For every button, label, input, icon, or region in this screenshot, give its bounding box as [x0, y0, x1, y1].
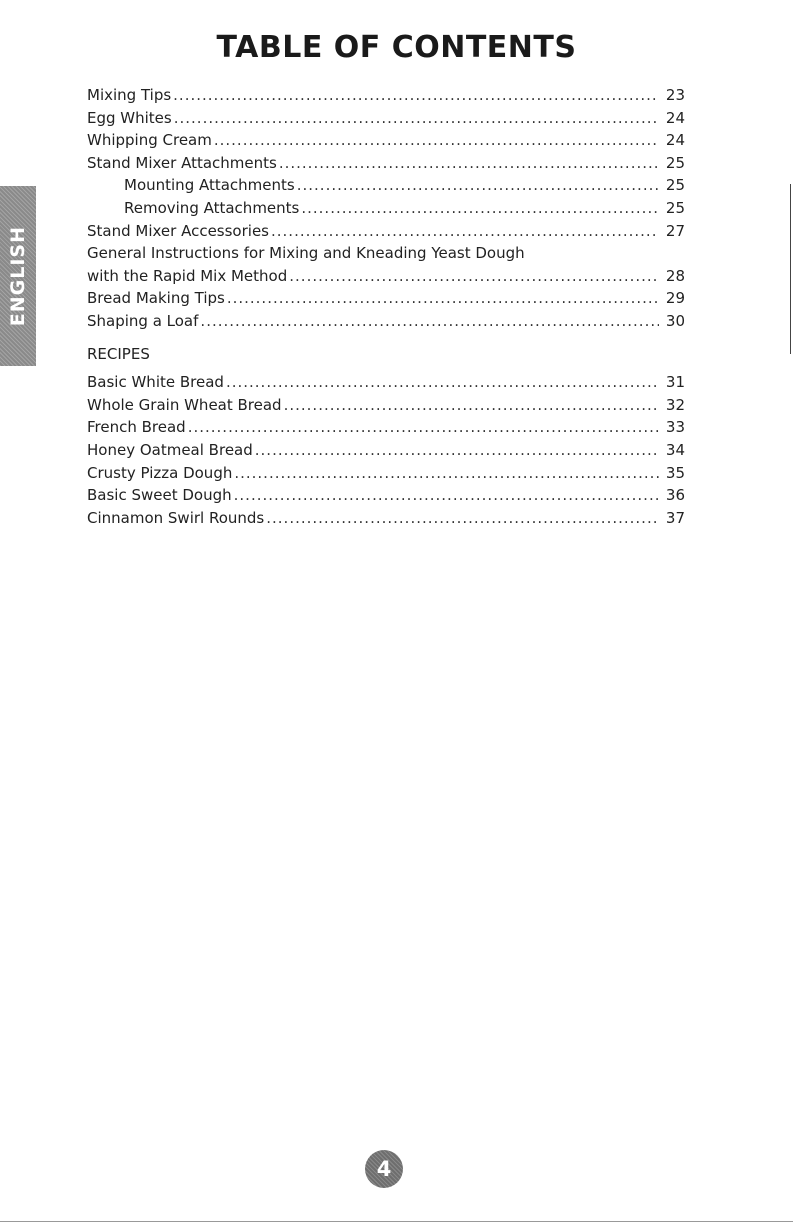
toc-recipe-basic-sweet-dough[interactable] [87, 484, 685, 507]
toc-entry-page: 34 [665, 440, 685, 459]
toc-entry-mounting-attachments[interactable] [87, 174, 685, 197]
toc-entry-page: 27 [665, 221, 685, 240]
toc-entry-page: 30 [665, 311, 685, 330]
toc-entry-label: with the Rapid Mix Method [87, 266, 288, 285]
dot-leader [255, 439, 659, 462]
dot-leader [227, 287, 659, 310]
toc-entry-label: Cinnamon Swirl Rounds [87, 508, 265, 527]
toc-entry-label: Whole Grain Wheat Bread [87, 395, 282, 414]
dot-leader [297, 174, 659, 197]
dot-leader [200, 310, 659, 333]
dot-leader [301, 197, 659, 220]
toc-entry-page: 29 [665, 289, 685, 308]
toc-entry-page: 24 [665, 131, 685, 150]
dot-leader [266, 507, 659, 530]
toc-entry-label: Removing Attachments [124, 198, 300, 217]
toc-recipe-basic-white-bread[interactable] [87, 371, 685, 394]
toc-entry-page: 25 [665, 198, 685, 217]
toc-entry-label: Egg Whites [87, 108, 172, 127]
toc-entry-label: Honey Oatmeal Bread [87, 440, 253, 459]
toc-entry-label: Stand Mixer Accessories [87, 221, 269, 240]
toc-entry-label: French Bread [87, 418, 186, 437]
toc-recipe-french-bread[interactable] [87, 416, 685, 439]
page-number-text: 4 [376, 1157, 392, 1181]
toc-entry-egg-whites[interactable] [87, 107, 685, 130]
toc-entry-page: 33 [665, 418, 685, 437]
dot-leader [226, 371, 659, 394]
table-of-contents [87, 84, 685, 529]
toc-recipe-cinnamon-swirl-rounds[interactable] [87, 507, 685, 530]
toc-entry-label: Shaping a Loaf [87, 311, 199, 330]
toc-recipe-whole-grain-wheat-bread[interactable] [87, 394, 685, 417]
toc-entry-page: 31 [665, 373, 685, 392]
toc-entry-label: Stand Mixer Attachments [87, 153, 277, 172]
page-number-badge [365, 1150, 403, 1188]
dot-leader [173, 84, 659, 107]
toc-entry-label: Basic Sweet Dough [87, 486, 232, 505]
toc-entry-shaping-a-loaf[interactable] [87, 310, 685, 333]
toc-entry-label: Basic White Bread [87, 373, 224, 392]
toc-entry-page: 23 [665, 86, 685, 104]
toc-entry-page: 28 [665, 266, 685, 285]
toc-entry-whipping-cream[interactable] [87, 129, 685, 152]
dot-leader [284, 394, 659, 417]
toc-entry-rapid-mix-method[interactable] [87, 265, 685, 288]
toc-entry-bread-making-tips[interactable] [87, 287, 685, 310]
dot-leader [214, 129, 659, 152]
language-tab [0, 186, 36, 366]
toc-entry-stand-mixer-accessories[interactable] [87, 220, 685, 243]
dot-leader [188, 416, 659, 439]
dot-leader [271, 220, 659, 243]
toc-entry-stand-mixer-attachments[interactable] [87, 152, 685, 175]
dot-leader [174, 107, 659, 130]
toc-entry-page: 35 [665, 463, 685, 482]
recipes-heading: RECIPES [87, 344, 150, 363]
dot-leader [279, 152, 659, 175]
language-tab-label: ENGLISH [7, 225, 29, 327]
toc-entry-label: Mounting Attachments [124, 176, 295, 195]
dot-leader [234, 462, 659, 485]
dot-leader [234, 484, 659, 507]
margin-rule [790, 184, 791, 354]
toc-entry-page: 36 [665, 486, 685, 505]
toc-entry-label: General Instructions for Mixing and Kneading Yeast Dough [87, 244, 525, 263]
toc-recipe-crusty-pizza-dough[interactable] [87, 462, 685, 485]
dot-leader [289, 265, 659, 288]
toc-entry-label: Crusty Pizza Dough [87, 463, 233, 482]
toc-entry-label: Bread Making Tips [87, 289, 225, 308]
toc-entry-page: 32 [665, 395, 685, 414]
page-title: TABLE OF CONTENTS [216, 30, 577, 65]
toc-entry-mixing-tips[interactable] [87, 84, 685, 107]
toc-entry-removing-attachments[interactable] [87, 197, 685, 220]
toc-entry-page: 37 [665, 508, 685, 527]
toc-entry-label: Mixing Tips [87, 86, 172, 104]
toc-entry-page: 24 [665, 108, 685, 127]
toc-entry-page: 25 [665, 153, 685, 172]
toc-entry-general-instructions[interactable] [87, 242, 685, 265]
toc-entry-page: 25 [665, 176, 685, 195]
section-spacer [87, 333, 685, 343]
toc-recipe-honey-oatmeal-bread[interactable] [87, 439, 685, 462]
toc-entry-label: Whipping Cream [87, 131, 212, 150]
bottom-border [0, 1221, 793, 1222]
